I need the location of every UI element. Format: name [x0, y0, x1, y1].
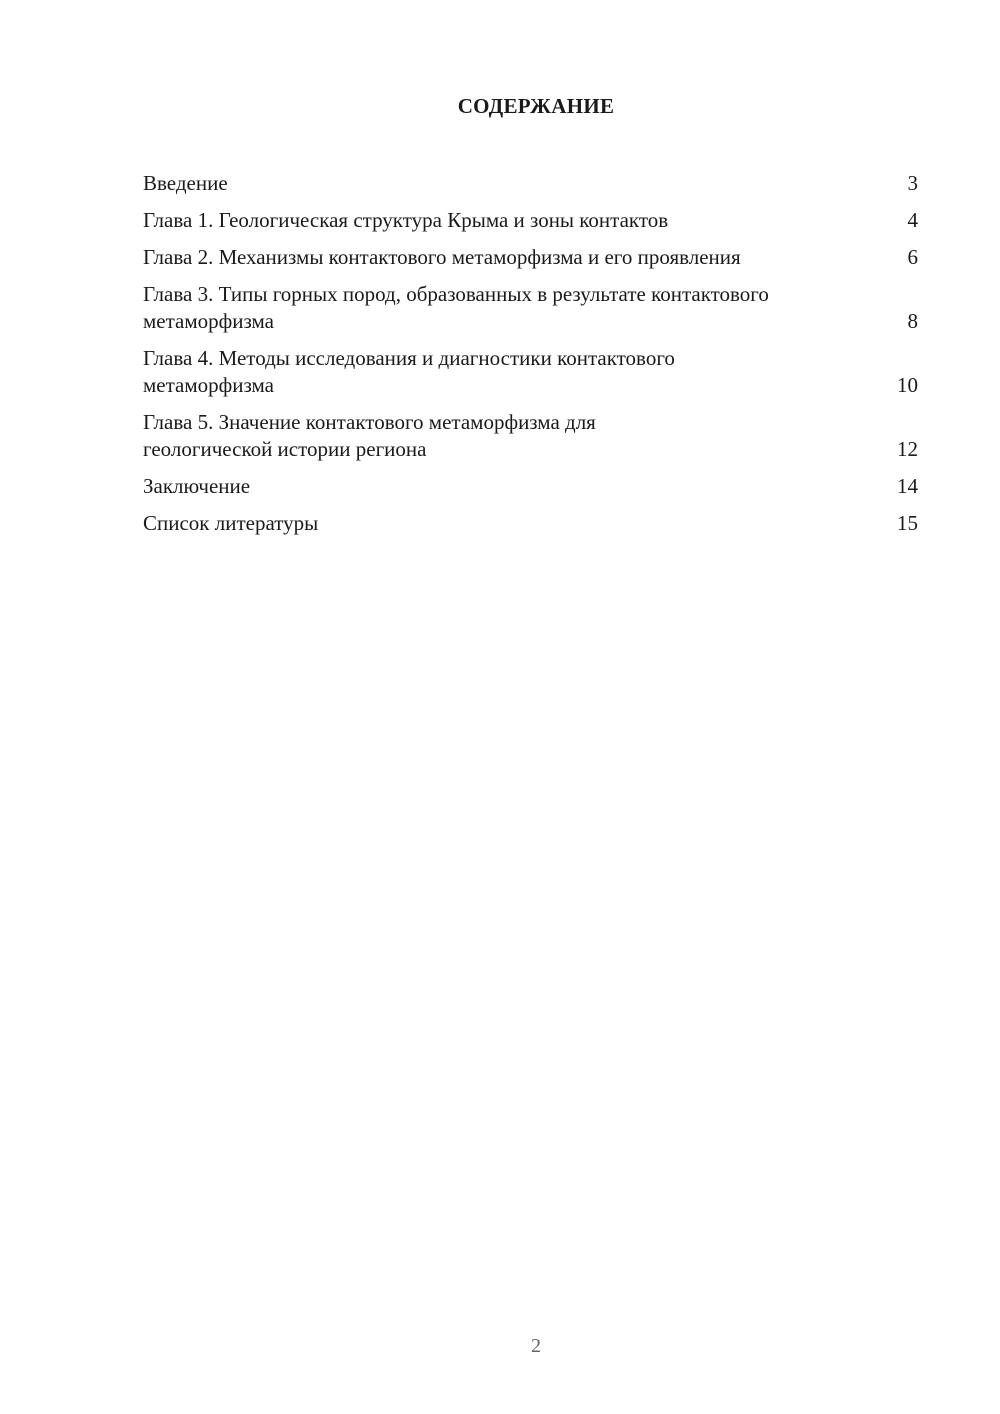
toc-entry-page: 6 [907, 245, 918, 269]
toc-entry-title: Список литературы [143, 511, 319, 535]
toc-entry-page: 3 [907, 171, 918, 195]
toc-entry-title: Глава 4. Методы исследования и диагностики контактового метаморфизма [143, 346, 675, 397]
toc-entry-title: Глава 2. Механизмы контактового метаморфизма и его проявления [143, 245, 741, 269]
toc-entry-page: 14 [897, 474, 918, 498]
toc-entry [143, 244, 918, 271]
toc-entry [143, 170, 918, 197]
toc-entry-title: Введение [143, 171, 228, 195]
table-of-contents [143, 170, 918, 547]
toc-entry-page: 12 [897, 437, 918, 461]
toc-entry [143, 281, 918, 335]
toc-entry [143, 473, 918, 500]
page-number: 2 [531, 1335, 541, 1357]
toc-entry-page: 10 [897, 373, 918, 397]
toc-entry-title: Глава 3. Типы горных пород, образованных в результате контактового метаморфизма [143, 282, 769, 333]
toc-entry-page: 4 [907, 208, 918, 232]
toc-entry-title: Глава 1. Геологическая структура Крыма и зоны контактов [143, 208, 669, 232]
toc-entry [143, 409, 918, 463]
toc-entry-page: 15 [897, 511, 918, 535]
toc-entry-title: Заключение [143, 474, 251, 498]
toc-entry-page: 8 [907, 309, 918, 333]
page-title: СОДЕРЖАНИЕ [457, 94, 615, 118]
toc-entry [143, 345, 918, 399]
toc-entry-title: Глава 5. Значение контактового метаморфизма для геологической истории региона [143, 410, 596, 461]
toc-entry [143, 207, 918, 234]
toc-entry [143, 510, 918, 537]
